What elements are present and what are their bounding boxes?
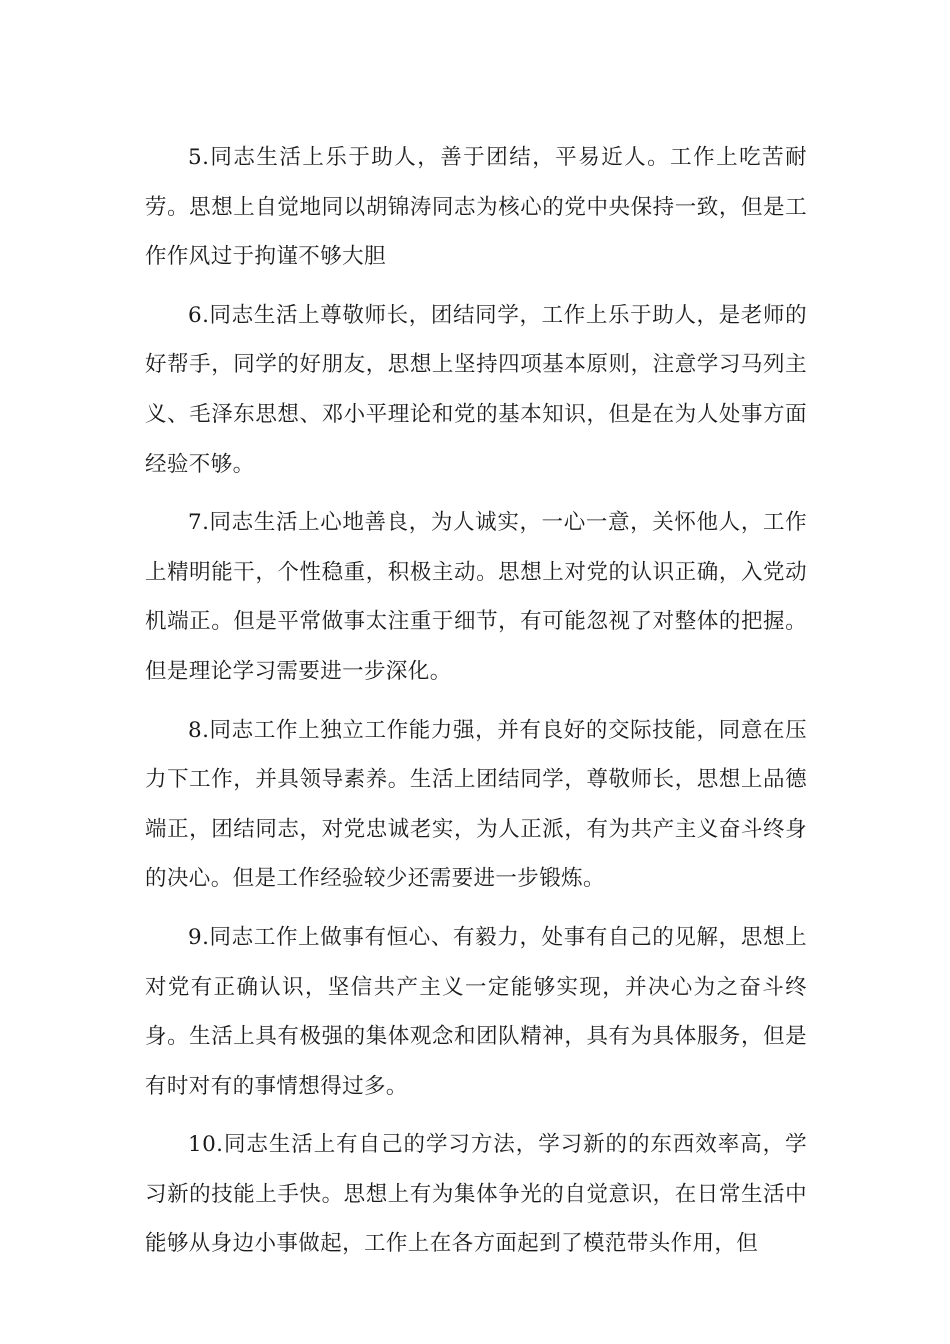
paragraph-10: 10.同志生活上有自己的学习方法，学习新的的东西效率高，学习新的技能上手快。思想上有为集体争光的自觉意识，在日常生活中能够从身边小事做起，工作上在各方面起到了模范带头作用，但 (145, 1132, 807, 1257)
paragraph-5: 5.同志生活上乐于助人，善于团结，平易近人。工作上吃苦耐劳。思想上自觉地同以胡锦涛同志为核心的党中央保持一致，但是工作作风过于拘谨不够大胆 (145, 145, 807, 270)
document-body (145, 133, 807, 1278)
paragraph-6: 6.同志生活上尊敬师长，团结同学，工作上乐于助人，是老师的好帮手，同学的好朋友，思想上坚持四项基本原则，注意学习马列主义、毛泽东思想、邓小平理论和党的基本知识，但是在为人处事方面经验不够。 (145, 302, 807, 477)
paragraph-8: 8.同志工作上独立工作能力强，并有良好的交际技能，同意在压力下工作，并具领导素养。生活上团结同学，尊敬师长，思想上品德端正，团结同志，对党忠诚老实，为人正派，有为共产主义奋斗终身的决心。但是工作经验较少还需要进一步锻炼。 (145, 717, 807, 892)
paragraph-7: 7.同志生活上心地善良，为人诚实，一心一意，关怀他人，工作上精明能干，个性稳重，积极主动。思想上对党的认识正确，入党动机端正。但是平常做事太注重于细节，有可能忽视了对整体的把握。但是理论学习需要进一步深化。 (145, 510, 807, 684)
paragraph-9: 9.同志工作上做事有恒心、有毅力，处事有自己的见解，思想上对党有正确认识，坚信共产主义一定能够实现，并决心为之奋斗终身。生活上具有极强的集体观念和团队精神，具有为具体服务，但是有时对有的事情想得过多。 (145, 924, 807, 1099)
